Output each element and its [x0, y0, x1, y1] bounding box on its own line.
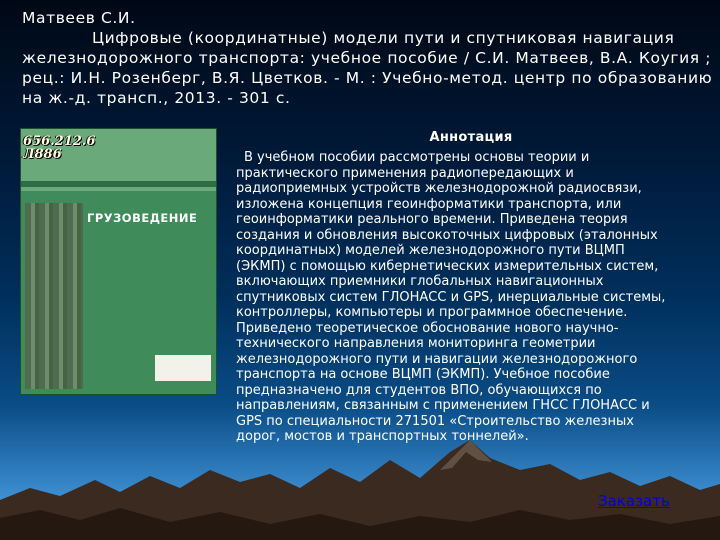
cover-photo	[25, 203, 83, 389]
annotation-line: дорог, мостов и транспортных тоннелей».	[236, 429, 529, 444]
annotation-line: включающих приемники глобальных навигационных	[236, 274, 604, 289]
citation-line-4: рец.: И.Н. Розенберг, В.Я. Цветков. - М. : Учебно-метод. центр по образованию	[22, 69, 713, 87]
annotation-line: железнодорожного пути и навигации железнодорожного	[236, 351, 638, 367]
annotation-line: GPS по специальности 271501 «Строительство железных	[236, 413, 634, 429]
call-number-line-2: Л886	[23, 147, 62, 162]
annotation-line: предназначено для студентов ВПО, обучающихся по	[236, 382, 602, 398]
annotation-text	[236, 150, 701, 445]
annotation-line: изложена концепция геоинформатики транспорта, или	[236, 196, 622, 212]
annotation-heading: Аннотация	[429, 130, 513, 145]
annotation-line: направлениям, связанным с применением ГНСС ГЛОНАСС и	[236, 398, 650, 413]
annotation-line: (ЭКМП) с помощью кибернетических измерительных систем,	[236, 258, 659, 274]
call-number-line-1: 656.212.6	[23, 134, 96, 149]
citation-line-5: на ж.-д. трансп., 2013. - 301 с.	[22, 89, 291, 107]
book-cover-image	[20, 128, 217, 395]
citation-author: Матвеев С.И.	[22, 9, 136, 27]
citation-title: Цифровые (координатные) модели пути и спутниковая навигация	[92, 29, 675, 47]
annotation-line: спутниковых систем ГЛОНАСС и GPS, инерциальные системы,	[236, 289, 666, 305]
citation-line-3: железнодорожного транспорта: учебное пособие / С.И. Матвеев, В.А. Коугия ;	[22, 49, 712, 67]
annotation-line: радиоприемных устройств железнодорожной радиосвязи,	[236, 181, 642, 196]
annotation-line: технического направления мониторинга геометрии	[236, 336, 596, 351]
cover-stripe	[21, 181, 216, 187]
annotation-line: транспорта на основе ВЦМП (ЭКМП). Учебное пособие	[236, 367, 610, 382]
order-link[interactable]: Заказать	[598, 492, 670, 510]
annotation-line: Приведено теоретическое обоснование нового научно-	[236, 320, 619, 336]
cover-badge	[155, 355, 211, 381]
annotation-line: В учебном пособии рассмотрены основы теории и	[244, 150, 590, 165]
annotation-line: практического применения радиопередающих и	[236, 165, 574, 181]
bibliographic-citation	[22, 8, 713, 108]
annotation-line: геоинформатики реального времени. Приведена теория	[236, 212, 628, 227]
cover-title: ГРУЗОВЕДЕНИЕ	[87, 211, 198, 225]
mountain-background	[0, 430, 720, 540]
annotation-line: создания и обновления высокоточных цифровых (эталонных	[236, 227, 658, 243]
annotation-line: координатных) моделей железнодорожного пути ВЦМП	[236, 243, 625, 258]
call-number	[23, 135, 95, 161]
annotation-line: контроллеры, компьютеры и программное обеспечение.	[236, 305, 628, 320]
